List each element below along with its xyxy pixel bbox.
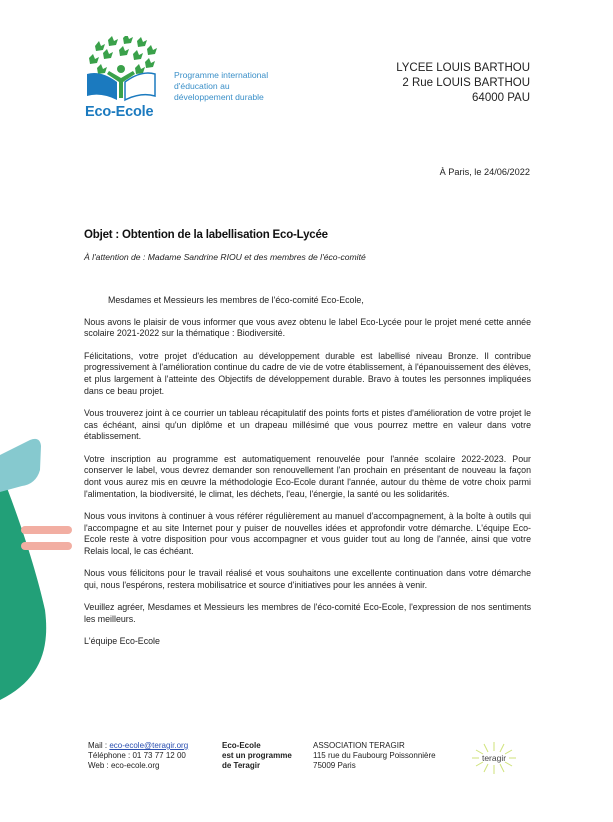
decorative-shapes <box>0 0 90 822</box>
paragraph: Félicitations, votre projet d'éducation au développement durable est labellisé niveau Bronze. Il contribue progressivement à l'amélioration continue du cadre de vie de votre établissement, à l'épanouissement des élèves, et plus largement à l'atteinte des Objectifs de développement durable. Bravo à toutes les personnes impliquées dans ce beau projet. <box>84 350 531 396</box>
attention-line: À l'attention de : Madame Sandrine RIOU et des membres de l'éco-comité <box>84 252 366 262</box>
recipient-name: LYCEE LOUIS BARTHOU <box>396 62 530 74</box>
paragraph: Nous vous félicitons pour le travail réalisé et vous souhaitons une excellente continuation dans votre démarche qui, nous l'espérons, restera mobilisatrice et source d'initiatives pour les années à venir. <box>84 568 531 590</box>
email-link[interactable]: eco-ecole@teragir.org <box>109 741 189 750</box>
pink-stripe-top <box>21 526 72 534</box>
paragraph: Votre inscription au programme est automatiquement renouvelée pour l'année scolaire 2022-2023. Pour conserver le label, vous devrez demander son renouvellement l'an prochain en présentant de nouveau la façon dont vous aurez mis en œuvre la méthodologie Eco-Ecole durant l'année, autour du thème de votre choix parmi l'alimentation, la biodiversité, le climat, les déchets, l'eau, l'énergie, la santé ou les solidarités. <box>84 453 531 499</box>
logo-wordmark: Eco-Ecole <box>85 104 154 120</box>
green-blob-shape <box>0 470 46 700</box>
paragraph: Nous vous invitons à continuer à vous référer régulièrement au manuel d'accompagnement, à la boîte à outils qui l'accompagne et au site Internet pour y puiser de nouvelles idées et approfondir votre démarche. L'équipe Eco-Ecole reste à votre disposition pour vous accompagner et vous guider tout au long de l'année, ainsi que votre Relais local, le cas échéant. <box>84 510 531 556</box>
paragraph: Vous trouverez joint à ce courrier un tableau récapitulatif des points forts et pistes d'amélioration de votre projet le cas échéant, ainsi qu'un diplôme et un drapeau millésimé que vous pourrez mettre en valeur dans votre établissement. <box>84 407 531 442</box>
footer-program: Eco-Ecole est un programme de Teragir <box>222 741 292 770</box>
recipient-street: 2 Rue LOUIS BARTHOU <box>402 77 530 89</box>
recipient-city: 64000 PAU <box>472 92 530 104</box>
letter-body <box>84 295 531 658</box>
letter-date: À Paris, le 24/06/2022 <box>439 167 530 177</box>
website: Web : eco-ecole.org <box>88 761 160 770</box>
teragir-logo-icon <box>470 740 518 776</box>
svg-text:teragir: teragir <box>481 753 507 763</box>
letter-subject: Objet : Obtention de la labellisation Eco-Lycée <box>84 229 328 241</box>
paragraph: Veuillez agréer, Mesdames et Messieurs les membres de l'éco-comité Eco-Ecole, l'expression de nos sentiments les meilleurs. <box>84 602 531 624</box>
phone-number: Téléphone : 01 73 77 12 00 <box>88 751 186 760</box>
teal-shape <box>0 439 41 492</box>
footer-contact: Mail : eco-ecole@teragir.org Téléphone : 01 73 77 12 00 Web : eco-ecole.org <box>88 741 189 770</box>
signature: L'équipe Eco-Ecole <box>84 635 160 646</box>
recipient-address <box>396 61 530 106</box>
paragraph: Nous avons le plaisir de vous informer que vous avez obtenu le label Eco-Lycée pour le projet mené cette année scolaire 2021-2022 sur la thématique : Biodiversité. <box>84 316 531 339</box>
pink-stripe-bottom <box>21 542 72 550</box>
logo-tagline: Programme international d'éducation au développement durable <box>174 70 269 102</box>
footer-address: ASSOCIATION TERAGIR 115 rue du Faubourg Poissonnière 75009 Paris <box>313 741 436 770</box>
greeting: Mesdames et Messieurs les membres de l'éco-comité Eco-Ecole, <box>108 295 364 305</box>
